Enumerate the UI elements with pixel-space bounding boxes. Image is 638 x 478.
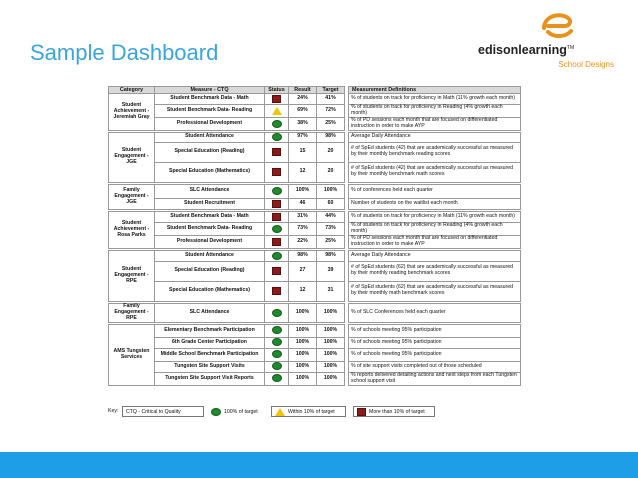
result-cell: 100% [289,303,317,322]
target-cell: 60 [317,198,345,209]
target-cell: 100% [317,361,345,372]
definition-cell: % of conferences held each quarter [349,184,521,198]
measure-cell: Special Education (Reading) [155,261,265,281]
table-row [109,261,521,281]
measure-cell: Student Attendance [155,132,265,142]
result-cell: 73% [289,222,317,235]
status-cell [265,372,289,385]
result-cell: 12 [289,162,317,182]
target-cell: 20 [317,142,345,162]
target-cell: 25% [317,235,345,248]
footer-bar [0,452,638,478]
result-cell: 46 [289,198,317,209]
target-cell: 25% [317,117,345,130]
status-cell [265,235,289,248]
measure-cell: Special Education (Reading) [155,142,265,162]
definition-cell: % of schools meeting 95% participation [349,324,521,337]
measure-cell: Tungsten Site Support Visits [155,361,265,372]
green-circle-icon [272,133,282,141]
result-cell: 15 [289,142,317,162]
table-row [109,361,521,372]
table-row [109,235,521,248]
table-row [109,132,521,142]
green-circle-icon [272,374,282,382]
status-cell [265,198,289,209]
definition-cell: % of schools meeting 95% participation [349,337,521,348]
category-cell: AMS Tungsten Services [109,324,155,385]
status-cell [265,222,289,235]
green-circle-icon [272,326,282,334]
category-cell: Student Achievement - Jeremiah Gray [109,94,155,131]
table-row [109,142,521,162]
header-definitions: Measurement Definitions [349,87,521,94]
definition-cell: % of schools meeting 95% participation [349,348,521,361]
category-cell: Family Engagement - RPE [109,303,155,322]
header-result: Result [289,87,317,94]
header-measure: Measure - CTQ [155,87,265,94]
legend-key [108,406,520,418]
target-cell: 100% [317,184,345,198]
key-red: More than 10% of target [353,406,435,417]
measure-cell: Elementary Benchmark Participation [155,324,265,337]
result-cell: 24% [289,94,317,105]
result-cell: 38% [289,117,317,130]
table-row [109,281,521,301]
red-square-icon [357,408,366,416]
measure-cell: Special Education (Mathematics) [155,162,265,182]
result-cell: 100% [289,361,317,372]
red-square-icon [272,95,281,103]
green-circle-icon [272,350,282,358]
table-row [109,94,521,105]
table-row [109,184,521,198]
definition-cell: % reports delivered detailing actions and next steps from each Tungsten school support visit [349,372,521,385]
status-cell [265,337,289,348]
measure-cell: SLC Attendance [155,184,265,198]
status-cell [265,324,289,337]
table-row [109,211,521,222]
red-square-icon [272,287,281,295]
target-cell: 72% [317,105,345,118]
status-cell [265,132,289,142]
category-cell: Student Achievement - Rosa Parks [109,211,155,248]
green-circle-icon [272,120,282,128]
target-cell: 100% [317,324,345,337]
status-cell [265,250,289,261]
red-square-icon [272,238,281,246]
measure-cell: Middle School Benchmark Participation [155,348,265,361]
green-circle-icon [272,187,282,195]
green-circle-icon [211,408,221,416]
result-cell: 22% [289,235,317,248]
key-green: 100% of target [208,406,266,417]
header-category: Category [109,87,155,94]
target-cell: 98% [317,132,345,142]
measure-cell: Student Recruitment [155,198,265,209]
target-cell: 100% [317,303,345,322]
green-circle-icon [272,309,282,317]
target-cell: 41% [317,94,345,105]
definition-cell: Average Daily Attendance [349,250,521,261]
result-cell: 27 [289,261,317,281]
header-row [109,87,521,94]
measure-cell: Student Benchmark Data- Reading [155,222,265,235]
key-ctq: CTQ - Critical to Quality [122,406,204,417]
key-yellow: Within 10% of target [271,406,346,417]
measure-cell: Student Benchmark Data- Reading [155,105,265,118]
red-square-icon [272,148,281,156]
measure-cell: Student Attendance [155,250,265,261]
target-cell: 20 [317,162,345,182]
measure-cell: Tungsten Site Support Visit Reports [155,372,265,385]
logo-name: edisonlearning™ [478,43,575,57]
measure-cell: Professional Development [155,117,265,130]
definition-cell: % of students on track for proficiency in Math (11% growth each month) [349,211,521,222]
table-row [109,324,521,337]
result-cell: 98% [289,250,317,261]
status-cell [265,211,289,222]
green-circle-icon [272,338,282,346]
measure-cell: SLC Attendance [155,303,265,322]
definition-cell: % of site support visits completed out of those scheduled [349,361,521,372]
result-cell: 97% [289,132,317,142]
status-cell [265,105,289,118]
category-cell: Student Engagement - JGE [109,132,155,182]
status-cell [265,361,289,372]
table-row [109,303,521,322]
table-row [109,372,521,385]
status-cell [265,117,289,130]
definition-cell: Number of students on the waitlist each month [349,198,521,209]
logo-subtitle: School Designs [558,60,614,69]
result-cell: 12 [289,281,317,301]
target-cell: 100% [317,337,345,348]
definition-cell: Average Daily Attendance [349,132,521,142]
target-cell: 73% [317,222,345,235]
definition-cell: % of students on track for proficiency in Reading (4% growth each month) [349,222,521,235]
definition-cell: # of SpEd students (42) that are academically successful as measured by their monthly benchmark reading scores [349,142,521,162]
status-cell [265,94,289,105]
key-label: Key: [108,408,119,414]
measure-cell: Special Education (Mathematics) [155,281,265,301]
definition-cell: % of PD sessions each month that are focused on differentiated instruction in order to make AYP [349,117,521,130]
definition-cell: # of SpEd students (62) that are academically successful as measured by their monthly reading benchmark scores [349,261,521,281]
edisonlearning-logo [478,10,618,70]
result-cell: 100% [289,348,317,361]
table-body [109,94,521,386]
measure-cell: Student Benchmark Data - Math [155,211,265,222]
target-cell: 100% [317,372,345,385]
red-square-icon [272,200,281,208]
table-row [109,117,521,130]
header-target: Target [317,87,345,94]
result-cell: 100% [289,324,317,337]
definition-cell: % of students on track for proficiency in Math (11% growth each month) [349,94,521,105]
status-cell [265,281,289,301]
dashboard-table-container [108,86,520,386]
result-cell: 69% [289,105,317,118]
measure-cell: 6th Grade Center Participation [155,337,265,348]
red-square-icon [272,213,281,221]
target-cell: 98% [317,250,345,261]
definition-cell: % of students on track for proficiency in Reading (4% growth each month) [349,105,521,118]
target-cell: 31 [317,281,345,301]
target-cell: 39 [317,261,345,281]
status-cell [265,303,289,322]
green-circle-icon [272,362,282,370]
page-title: Sample Dashboard [30,40,219,65]
definition-cell: # of SpEd students (42) that are academically successful as measured by their monthly benchmark math scores [349,162,521,182]
table-row [109,337,521,348]
result-cell: 100% [289,337,317,348]
yellow-triangle-icon [275,408,285,416]
dashboard-table [108,86,521,386]
red-square-icon [272,168,281,176]
header-status: Status [265,87,289,94]
measure-cell: Student Benchmark Data - Math [155,94,265,105]
green-circle-icon [272,225,282,233]
table-row [109,250,521,261]
yellow-triangle-icon [272,107,282,115]
status-cell [265,184,289,198]
status-cell [265,162,289,182]
table-row [109,222,521,235]
green-circle-icon [272,252,282,260]
measure-cell: Professional Development [155,235,265,248]
result-cell: 100% [289,184,317,198]
target-cell: 100% [317,348,345,361]
status-cell [265,142,289,162]
definition-cell: % of SLC Conferences held each quarter [349,303,521,322]
status-cell [265,348,289,361]
logo-swirl-icon [538,10,574,40]
result-cell: 100% [289,372,317,385]
category-cell: Family Engagement - JGE [109,184,155,209]
category-cell: Student Engagement - RPE [109,250,155,301]
table-row [109,198,521,209]
result-cell: 31% [289,211,317,222]
target-cell: 44% [317,211,345,222]
status-cell [265,261,289,281]
definition-cell: # of SpEd students (62) that are academically successful as measured by their monthly math benchmark scores [349,281,521,301]
red-square-icon [272,267,281,275]
table-row [109,105,521,118]
table-row [109,348,521,361]
table-row [109,162,521,182]
definition-cell: % of PD sessions each month that are focused on differentiated instruction in order to make AYP [349,235,521,248]
